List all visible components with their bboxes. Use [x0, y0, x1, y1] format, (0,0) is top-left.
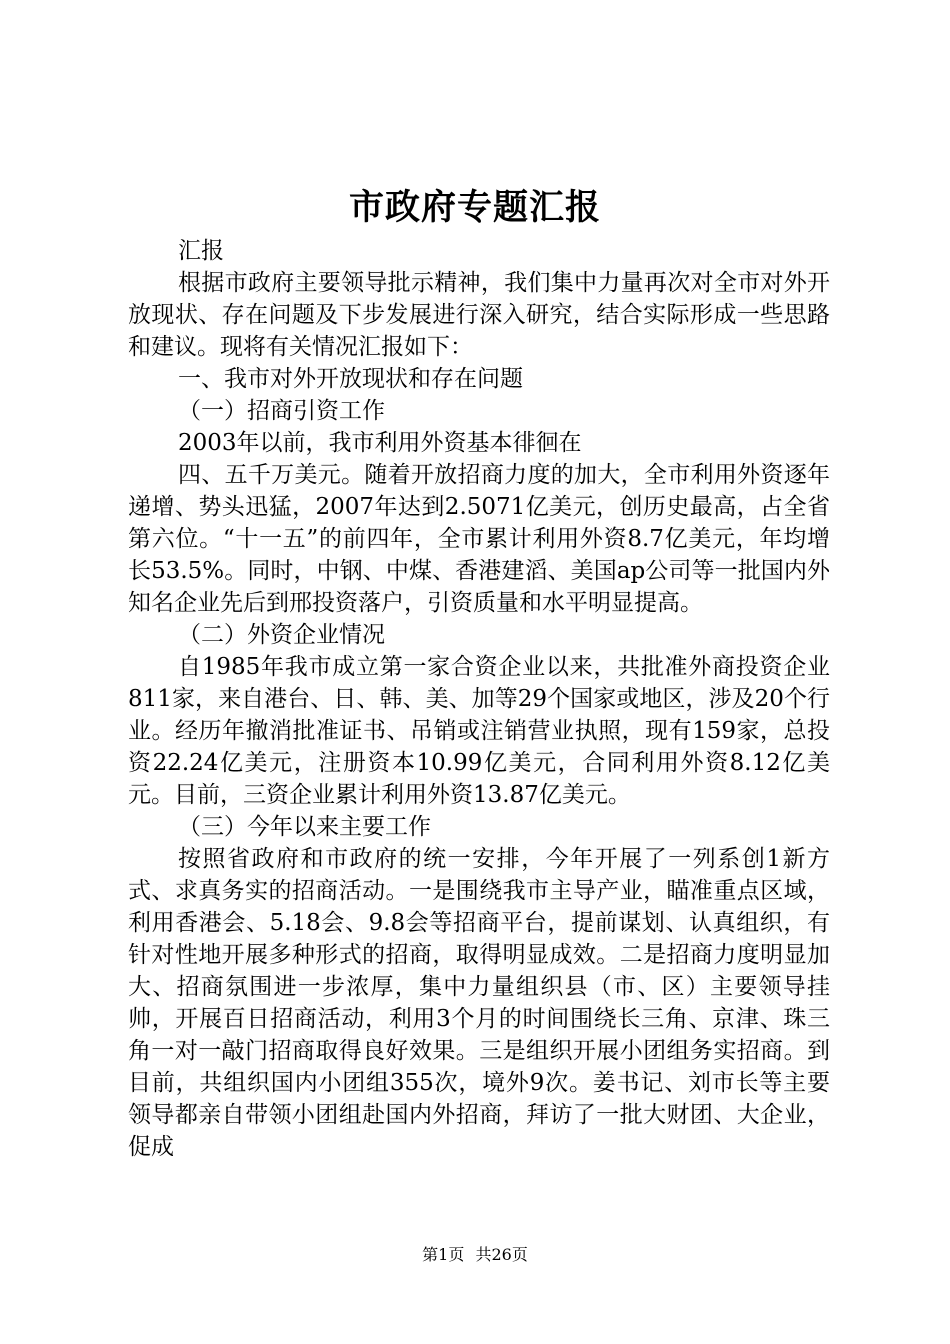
- page-number: 第1页: [422, 1245, 465, 1264]
- section-heading-1: 一、我市对外开放现状和存在问题: [178, 366, 523, 392]
- document-body: [128, 235, 830, 1163]
- paragraph-investment-start: 2003年以前，我市利用外资基本徘徊在: [178, 430, 582, 456]
- subsection-heading-2: （二）外资企业情况: [178, 622, 385, 648]
- document-title: 市政府专题汇报: [348, 187, 601, 228]
- paragraph-foreign-enterprises: 自1985年我市成立第一家合资企业以来，共批准外商投资企业811家，来自港台、日、韩、美、加等29个国家或地区，涉及20个行业。经历年撤消批准证书、吊销或注销营业执照，现有159家，总投资22.24亿美元，注册资本10.99亿美元，合同利用外资8.12亿美元。目前，三资企业累计利用外资13.87亿美元。: [128, 654, 830, 808]
- paragraph-investment: 四、五千万美元。随着开放招商力度的加大，全市利用外资逐年递增、势头迅猛，2007年达到2.5071亿美元，创历史最高，占全省第六位。“十一五”的前四年，全市累计利用外资8.7亿美元，年均增长53.5%。同时，中钢、中煤、香港建滔、美国ap公司等一批国内外知名企业先后到邢投资落户，引资质量和水平明显提高。: [128, 462, 830, 616]
- page-footer: [0, 1243, 950, 1267]
- paragraph-main-work: 按照省政府和市政府的统一安排，今年开展了一列系创1新方式、求真务实的招商活动。一是围绕我市主导产业，瞄准重点区域，利用香港会、5.18会、9.8会等招商平台，提前谋划、认真组织，有针对性地开展多种形式的招商，取得明显成效。二是招商力度明显加大、招商氛围进一步浓厚，集中力量组织县（市、区）主要领导挂帅，开展百日招商活动，利用3个月的时间围绕长三角、京津、珠三角一对一敲门招商取得良好效果。三是组织开展小团组务实招商。到目前，共组织国内小团组355次，境外9次。姜书记、刘市长等主要领导都亲自带领小团组赴国内外招商，拜访了一批大财团、大企业，促成: [128, 846, 830, 1160]
- paragraph-intro: 根据市政府主要领导批示精神，我们集中力量再次对全市对外开放现状、存在问题及下步发展进行深入研究，结合实际形成一些思路和建议。现将有关情况汇报如下：: [128, 270, 830, 360]
- subsection-heading-3: （三）今年以来主要工作: [178, 814, 431, 840]
- subsection-heading-1: （一）招商引资工作: [178, 398, 385, 424]
- page-total: 共26页: [475, 1245, 528, 1264]
- paragraph-salutation: 汇报: [178, 238, 224, 264]
